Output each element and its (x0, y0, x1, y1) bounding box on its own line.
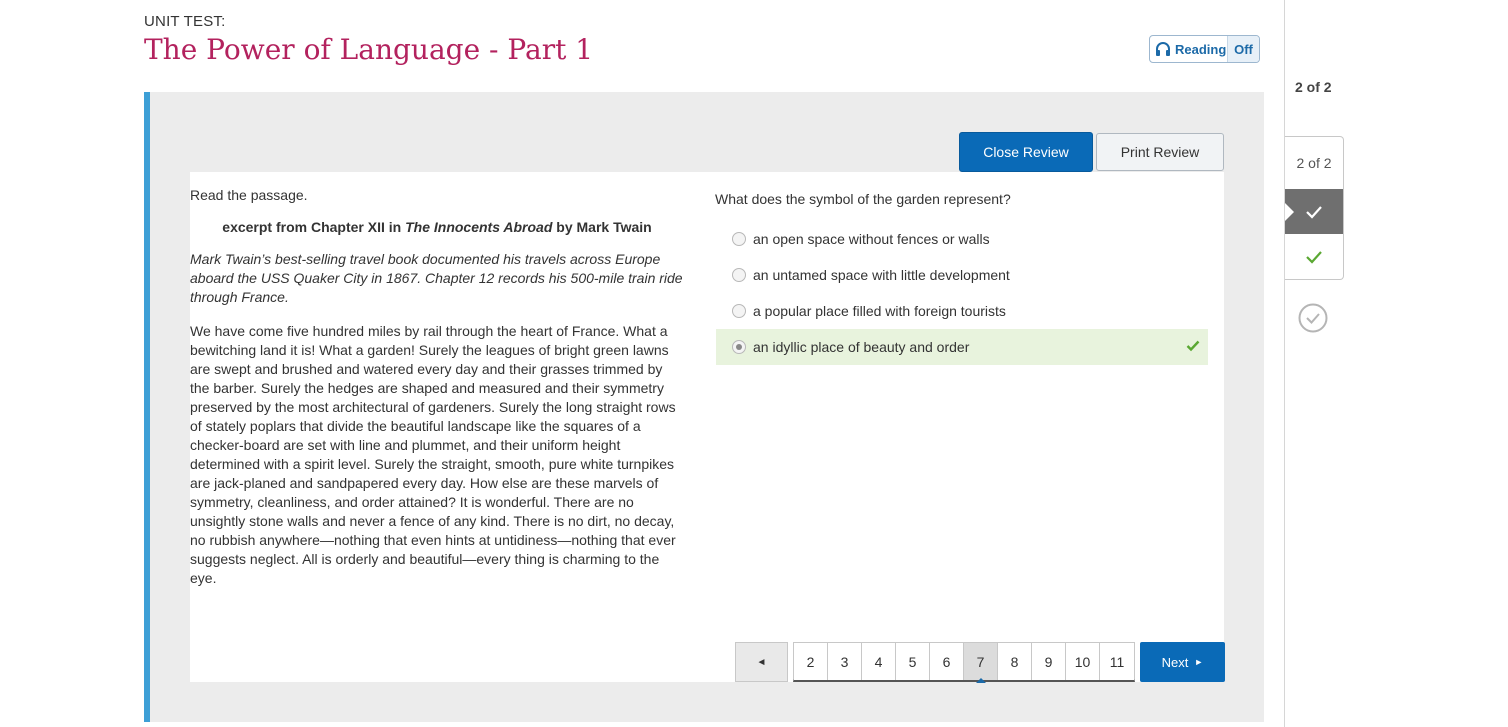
unit-label: UNIT TEST: (144, 13, 226, 30)
radio-button-selected[interactable] (732, 340, 746, 354)
passage (190, 186, 684, 588)
check-icon (1305, 250, 1323, 264)
reading-state[interactable]: Off (1227, 36, 1259, 62)
next-button[interactable] (1140, 642, 1225, 682)
sidebar-count: 2 of 2 (1295, 79, 1332, 95)
page-2[interactable]: 2 (794, 643, 828, 680)
radio-button[interactable] (732, 232, 746, 246)
excerpt-heading (190, 218, 684, 237)
question-text: What does the symbol of the garden represent? (715, 191, 1011, 207)
answer-label: an open space without fences or walls (753, 231, 990, 247)
radio-button[interactable] (732, 304, 746, 318)
answer-label: a popular place filled with foreign tourists (753, 303, 1006, 319)
page-8[interactable]: 8 (998, 643, 1032, 680)
excerpt-prefix: excerpt from Chapter XII in (222, 219, 406, 235)
excerpt-suffix: by Mark Twain (552, 219, 652, 235)
passage-note: Mark Twain’s best-selling travel book documented his travels across Europe aboard the USS Quaker City in 1867. Chapter 12 records his 500-mile train ride through France. (190, 251, 683, 305)
sidebar-item-completed[interactable] (1285, 234, 1343, 279)
page-11[interactable]: 11 (1100, 643, 1134, 680)
page-4[interactable]: 4 (862, 643, 896, 680)
page-10[interactable]: 10 (1066, 643, 1100, 680)
check-icon (1305, 205, 1323, 219)
next-arrow-icon: ► (1194, 657, 1204, 667)
page-numbers (793, 642, 1135, 682)
page-7-current[interactable]: 7 (964, 643, 998, 680)
page-title: The Power of Language - Part 1 (144, 33, 594, 66)
radio-button[interactable] (732, 268, 746, 282)
sidebar-item-current[interactable] (1285, 189, 1343, 234)
previous-button[interactable]: ◄ (735, 642, 788, 682)
answer-list (716, 221, 1208, 365)
question-pager (735, 642, 1225, 682)
passage-body: We have come five hundred miles by rail through the heart of France. What a bewitching land it is! What a garden! Surely the leagues of bright green lawns are swept and brushed and watered every day and their grasses trimmed by the barber. Surely the hedges are shaped and measured and their symmetry preserved by the most architectural of gardeners. Surely the long straight rows of stately poplars that divide the beautiful landscape like the squares of a checker-board are set with line and plummet, and their uniform height determined with a spirit level. Surely the straight, smooth, pure white turnpikes are jack-planed and sandpapered every day. How else are these marvels of symmetry, cleanliness, and order attained? It is wonderful. There are no unsightly stone walls and never a fence of any kind. There is no dirt, no decay, no rubbish anywhere—nothing that even hints at untidiness—nothing that ever suggests neglect. All is orderly and beautiful—every thing is charming to the eye. (190, 323, 676, 586)
answer-option-1[interactable] (716, 221, 1208, 257)
print-review-button[interactable]: Print Review (1096, 133, 1224, 171)
sidebar-card-count: 2 of 2 (1296, 155, 1332, 171)
answer-option-2[interactable] (716, 257, 1208, 293)
next-label: Next (1161, 654, 1189, 670)
answer-label: an idyllic place of beauty and order (753, 339, 970, 355)
passage-intro: Read the passage. (190, 187, 308, 203)
sidebar-question-card (1285, 136, 1344, 280)
close-review-button[interactable]: Close Review (959, 132, 1093, 172)
reading-toggle[interactable] (1149, 35, 1260, 63)
page-9[interactable]: 9 (1032, 643, 1066, 680)
correct-check-icon (1186, 340, 1200, 352)
reading-toggle-label-wrap[interactable] (1150, 36, 1227, 62)
sidebar-divider (1284, 0, 1285, 727)
page-6[interactable]: 6 (930, 643, 964, 680)
excerpt-book-title: The Innocents Abroad (405, 219, 553, 235)
page-3[interactable]: 3 (828, 643, 862, 680)
answer-option-4[interactable] (716, 329, 1208, 365)
page-5[interactable]: 5 (896, 643, 930, 680)
reading-label: Reading (1175, 41, 1227, 57)
answer-option-3[interactable] (716, 293, 1208, 329)
check-circle-icon[interactable] (1298, 303, 1328, 333)
answer-label: an untamed space with little development (753, 267, 1010, 283)
headphones-icon (1155, 42, 1171, 57)
